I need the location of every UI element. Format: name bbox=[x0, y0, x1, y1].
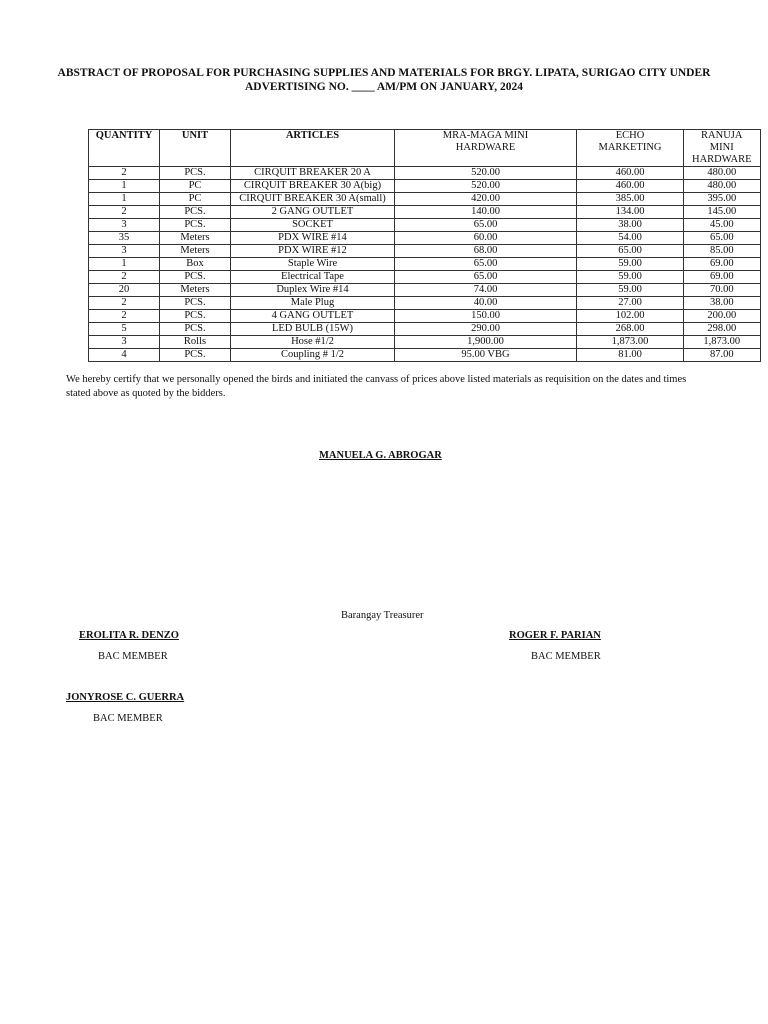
table-row bbox=[89, 284, 761, 297]
cell-price-mra-maga: 74.00 bbox=[395, 284, 577, 297]
cell-price-echo: 268.00 bbox=[577, 323, 684, 336]
cell-quantity: 1 bbox=[89, 193, 160, 206]
cell-quantity: 2 bbox=[89, 167, 160, 180]
table-row bbox=[89, 180, 761, 193]
table-row bbox=[89, 193, 761, 206]
member2-name: ROGER F. PARIAN bbox=[509, 630, 601, 641]
treasurer-title: Barangay Treasurer bbox=[341, 610, 424, 621]
cell-article: Male Plug bbox=[231, 297, 395, 310]
cell-price-mra-maga: 95.00 VBG bbox=[395, 349, 577, 362]
cell-price-echo: 134.00 bbox=[577, 206, 684, 219]
table-row bbox=[89, 271, 761, 284]
cell-price-mra-maga: 290.00 bbox=[395, 323, 577, 336]
cell-article: PDX WIRE #12 bbox=[231, 245, 395, 258]
header-articles: ARTICLES bbox=[231, 130, 395, 167]
table-row bbox=[89, 219, 761, 232]
document-title bbox=[40, 66, 728, 94]
cell-price-echo: 38.00 bbox=[577, 219, 684, 232]
member1-title: BAC MEMBER bbox=[98, 651, 168, 662]
cell-price-echo: 385.00 bbox=[577, 193, 684, 206]
cell-price-mra-maga: 140.00 bbox=[395, 206, 577, 219]
cell-unit: PCS. bbox=[160, 206, 231, 219]
abstract-table bbox=[88, 129, 761, 362]
member1-name: EROLITA R. DENZO bbox=[79, 630, 179, 641]
cell-price-ranuja: 45.00 bbox=[684, 219, 761, 232]
cell-unit: PCS. bbox=[160, 219, 231, 232]
cell-unit: PC bbox=[160, 193, 231, 206]
cell-quantity: 35 bbox=[89, 232, 160, 245]
cell-quantity: 20 bbox=[89, 284, 160, 297]
cell-price-echo: 81.00 bbox=[577, 349, 684, 362]
cell-article: CIRQUIT BREAKER 20 A bbox=[231, 167, 395, 180]
cell-unit: PCS. bbox=[160, 349, 231, 362]
cell-price-mra-maga: 65.00 bbox=[395, 258, 577, 271]
cell-unit: PCS. bbox=[160, 310, 231, 323]
cell-quantity: 2 bbox=[89, 271, 160, 284]
cell-price-echo: 102.00 bbox=[577, 310, 684, 323]
table-row bbox=[89, 310, 761, 323]
certification-text: We hereby certify that we personally opened the birds and initiated the canvass of prices above listed materials as requisition on the dates and times stated above as quoted by the bidders. bbox=[66, 374, 687, 399]
cell-price-ranuja: 480.00 bbox=[684, 180, 761, 193]
cell-price-ranuja: 65.00 bbox=[684, 232, 761, 245]
title-line-1: ABSTRACT OF PROPOSAL FOR PURCHASING SUPPLIES AND MATERIALS FOR BRGY. LIPATA, SURIGAO CITY UNDER bbox=[57, 67, 711, 79]
cell-price-echo: 1,873.00 bbox=[577, 336, 684, 349]
cell-quantity: 2 bbox=[89, 206, 160, 219]
cell-price-ranuja: 395.00 bbox=[684, 193, 761, 206]
cell-article: Hose #1/2 bbox=[231, 336, 395, 349]
treasurer-name: MANUELA G. ABROGAR bbox=[319, 450, 442, 461]
cell-quantity: 5 bbox=[89, 323, 160, 336]
cell-price-ranuja: 69.00 bbox=[684, 271, 761, 284]
table-row bbox=[89, 245, 761, 258]
cell-unit: PCS. bbox=[160, 323, 231, 336]
cell-article: Electrical Tape bbox=[231, 271, 395, 284]
member3-name: JONYROSE C. GUERRA bbox=[66, 692, 185, 703]
cell-price-ranuja: 87.00 bbox=[684, 349, 761, 362]
cell-price-ranuja: 85.00 bbox=[684, 245, 761, 258]
cell-article: CIRQUIT BREAKER 30 A(big) bbox=[231, 180, 395, 193]
cell-quantity: 1 bbox=[89, 258, 160, 271]
header-bidder-echo: ECHO MARKETING bbox=[577, 130, 684, 167]
cell-article: Coupling # 1/2 bbox=[231, 349, 395, 362]
cell-price-echo: 460.00 bbox=[577, 180, 684, 193]
cell-price-mra-maga: 65.00 bbox=[395, 271, 577, 284]
cell-price-mra-maga: 65.00 bbox=[395, 219, 577, 232]
cell-price-echo: 59.00 bbox=[577, 271, 684, 284]
table-body bbox=[89, 167, 761, 362]
cell-price-ranuja: 1,873.00 bbox=[684, 336, 761, 349]
cell-unit: Box bbox=[160, 258, 231, 271]
cell-price-mra-maga: 1,900.00 bbox=[395, 336, 577, 349]
table-row bbox=[89, 349, 761, 362]
cell-article: PDX WIRE #14 bbox=[231, 232, 395, 245]
cell-price-mra-maga: 520.00 bbox=[395, 167, 577, 180]
table-row bbox=[89, 297, 761, 310]
cell-quantity: 3 bbox=[89, 336, 160, 349]
cell-quantity: 2 bbox=[89, 297, 160, 310]
cell-quantity: 2 bbox=[89, 310, 160, 323]
cell-price-ranuja: 480.00 bbox=[684, 167, 761, 180]
cell-price-echo: 65.00 bbox=[577, 245, 684, 258]
table-row bbox=[89, 232, 761, 245]
cell-price-echo: 59.00 bbox=[577, 284, 684, 297]
cell-quantity: 4 bbox=[89, 349, 160, 362]
cell-price-mra-maga: 150.00 bbox=[395, 310, 577, 323]
cell-quantity: 3 bbox=[89, 219, 160, 232]
header-bidder-mra-maga: MRA-MAGA MINI HARDWARE bbox=[395, 130, 577, 167]
table-row bbox=[89, 258, 761, 271]
table-row bbox=[89, 336, 761, 349]
cell-price-echo: 59.00 bbox=[577, 258, 684, 271]
cell-unit: Meters bbox=[160, 284, 231, 297]
cell-unit: Meters bbox=[160, 232, 231, 245]
cell-price-echo: 27.00 bbox=[577, 297, 684, 310]
cell-quantity: 3 bbox=[89, 245, 160, 258]
cell-unit: PCS. bbox=[160, 297, 231, 310]
cell-price-ranuja: 145.00 bbox=[684, 206, 761, 219]
cell-price-ranuja: 298.00 bbox=[684, 323, 761, 336]
header-unit: UNIT bbox=[160, 130, 231, 167]
member2-title: BAC MEMBER bbox=[531, 651, 601, 662]
cell-price-ranuja: 200.00 bbox=[684, 310, 761, 323]
cell-unit: PC bbox=[160, 180, 231, 193]
cell-article: 2 GANG OUTLET bbox=[231, 206, 395, 219]
cell-price-ranuja: 38.00 bbox=[684, 297, 761, 310]
title-line-2: ADVERTISING NO. ____ AM/PM ON JANUARY, 2024 bbox=[245, 81, 523, 93]
cell-price-mra-maga: 60.00 bbox=[395, 232, 577, 245]
cell-article: LED BULB (15W) bbox=[231, 323, 395, 336]
cell-unit: PCS. bbox=[160, 271, 231, 284]
cell-price-echo: 460.00 bbox=[577, 167, 684, 180]
header-quantity: QUANTITY bbox=[89, 130, 160, 167]
cell-unit: Rolls bbox=[160, 336, 231, 349]
table-row bbox=[89, 167, 761, 180]
cell-article: 4 GANG OUTLET bbox=[231, 310, 395, 323]
cell-price-echo: 54.00 bbox=[577, 232, 684, 245]
cell-price-mra-maga: 420.00 bbox=[395, 193, 577, 206]
cell-article: CIRQUIT BREAKER 30 A(small) bbox=[231, 193, 395, 206]
table-row bbox=[89, 206, 761, 219]
cell-price-ranuja: 69.00 bbox=[684, 258, 761, 271]
cell-unit: PCS. bbox=[160, 167, 231, 180]
table-row bbox=[89, 323, 761, 336]
cell-price-ranuja: 70.00 bbox=[684, 284, 761, 297]
cell-price-mra-maga: 520.00 bbox=[395, 180, 577, 193]
cell-price-mra-maga: 68.00 bbox=[395, 245, 577, 258]
cell-price-mra-maga: 40.00 bbox=[395, 297, 577, 310]
cell-article: Duplex Wire #14 bbox=[231, 284, 395, 297]
cell-unit: Meters bbox=[160, 245, 231, 258]
cell-quantity: 1 bbox=[89, 180, 160, 193]
cell-article: Staple Wire bbox=[231, 258, 395, 271]
header-bidder-ranuja: RANUJA MINI HARDWARE bbox=[684, 130, 761, 167]
cell-article: SOCKET bbox=[231, 219, 395, 232]
member3-title: BAC MEMBER bbox=[93, 713, 163, 724]
table-header-row bbox=[89, 130, 761, 167]
